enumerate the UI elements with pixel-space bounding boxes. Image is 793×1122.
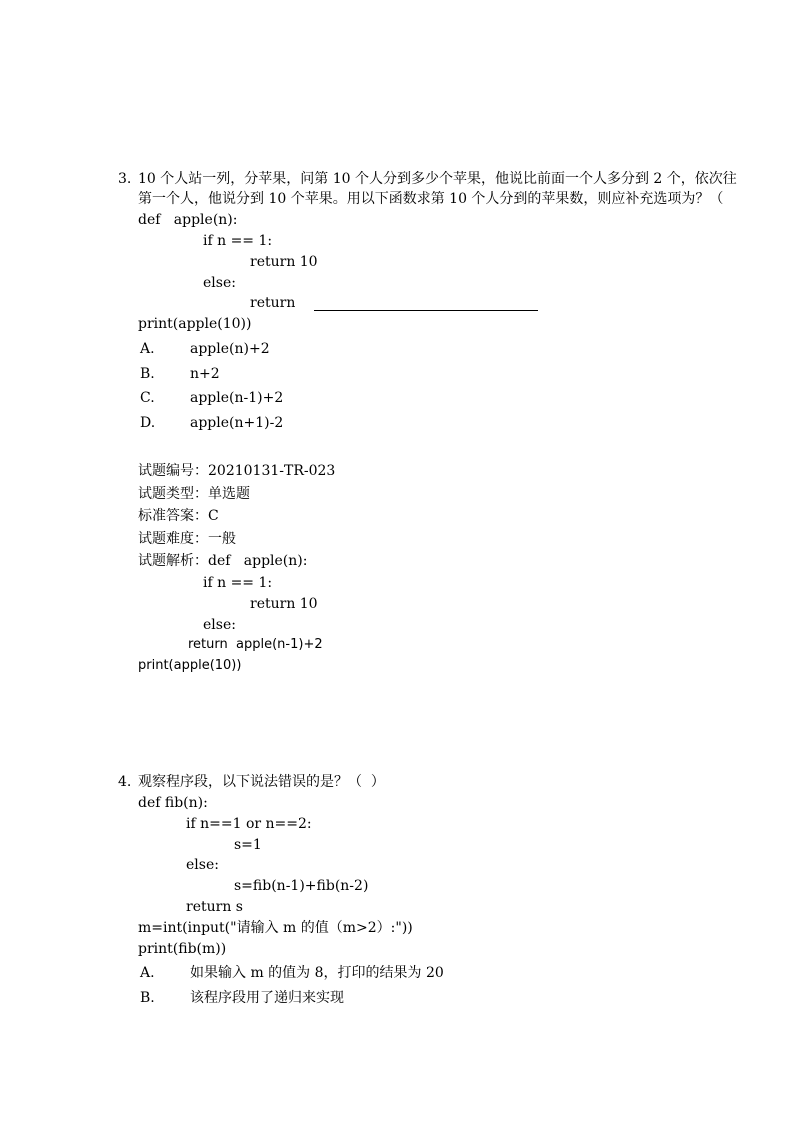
question-3-stem-line-2: 第一个人，他说分到 10 个苹果。用以下函数求第 10 个人分到的苹果数，则应补充选项为？（ (138, 191, 724, 207)
question-type: 试题类型：单选题 (138, 486, 250, 502)
question-id: 试题编号：20210131-TR-023 (138, 463, 336, 479)
question-4-stem: 观察程序段，以下说法错误的是？（ ） (138, 774, 385, 790)
question-analysis: 试题解析：def apple(n): (138, 553, 308, 569)
question-3-stem-line-1: 10 个人站一列，分苹果，问第 10 个人分到多少个苹果，他说比前面一个人多分到 2 个，依次往 (138, 171, 737, 187)
analysis-code-line: else: (203, 617, 236, 633)
q4-option-a-label: A. (140, 965, 155, 981)
option-a-label: A. (140, 341, 155, 357)
option-b-text: n+2 (190, 366, 220, 382)
option-c-label: C. (140, 390, 155, 406)
analysis-code-line: print(apple(10)) (138, 658, 242, 673)
standard-answer: 标准答案：C (138, 508, 219, 524)
q3-code-line: def apple(n): (138, 212, 238, 228)
analysis-code-line: if n == 1: (203, 575, 273, 591)
question-difficulty: 试题难度：一般 (138, 531, 236, 547)
analysis-code-line: return 10 (250, 596, 318, 612)
q4-code-line: print(fib(m)) (138, 941, 227, 957)
q4-option-b-text: 该程序段用了递归来实现 (190, 990, 344, 1006)
question-3-number: 3. (118, 171, 132, 187)
question-4-number: 4. (118, 774, 132, 790)
q4-code-line: return s (186, 899, 243, 915)
q3-code-line: if n == 1: (203, 233, 273, 249)
q3-code-line: return 10 (250, 254, 318, 270)
option-d-text: apple(n+1)-2 (190, 415, 284, 431)
q4-code-line: def fib(n): (138, 795, 208, 811)
q4-code-line: s=1 (234, 837, 262, 853)
analysis-code-line: return apple(n-1)+2 (188, 637, 323, 652)
option-d-label: D. (140, 415, 156, 431)
q4-code-line: if n==1 or n==2: (186, 816, 312, 832)
q3-code-line: return (250, 295, 296, 311)
option-c-text: apple(n-1)+2 (190, 390, 284, 406)
q3-code-line: print(apple(10)) (138, 316, 252, 332)
q4-code-line: s=fib(n-1)+fib(n-2) (234, 878, 369, 894)
option-a-text: apple(n)+2 (190, 341, 270, 357)
answer-blank-line (314, 310, 538, 311)
q4-code-line: m=int(input("请输入 m 的值（m>2）:")) (138, 920, 413, 936)
q4-option-a-text: 如果输入 m 的值为 8，打印的结果为 20 (190, 965, 444, 981)
option-b-label: B. (140, 366, 155, 382)
q3-code-line: else: (203, 275, 236, 291)
q4-option-b-label: B. (140, 990, 155, 1006)
q4-code-line: else: (186, 857, 219, 873)
